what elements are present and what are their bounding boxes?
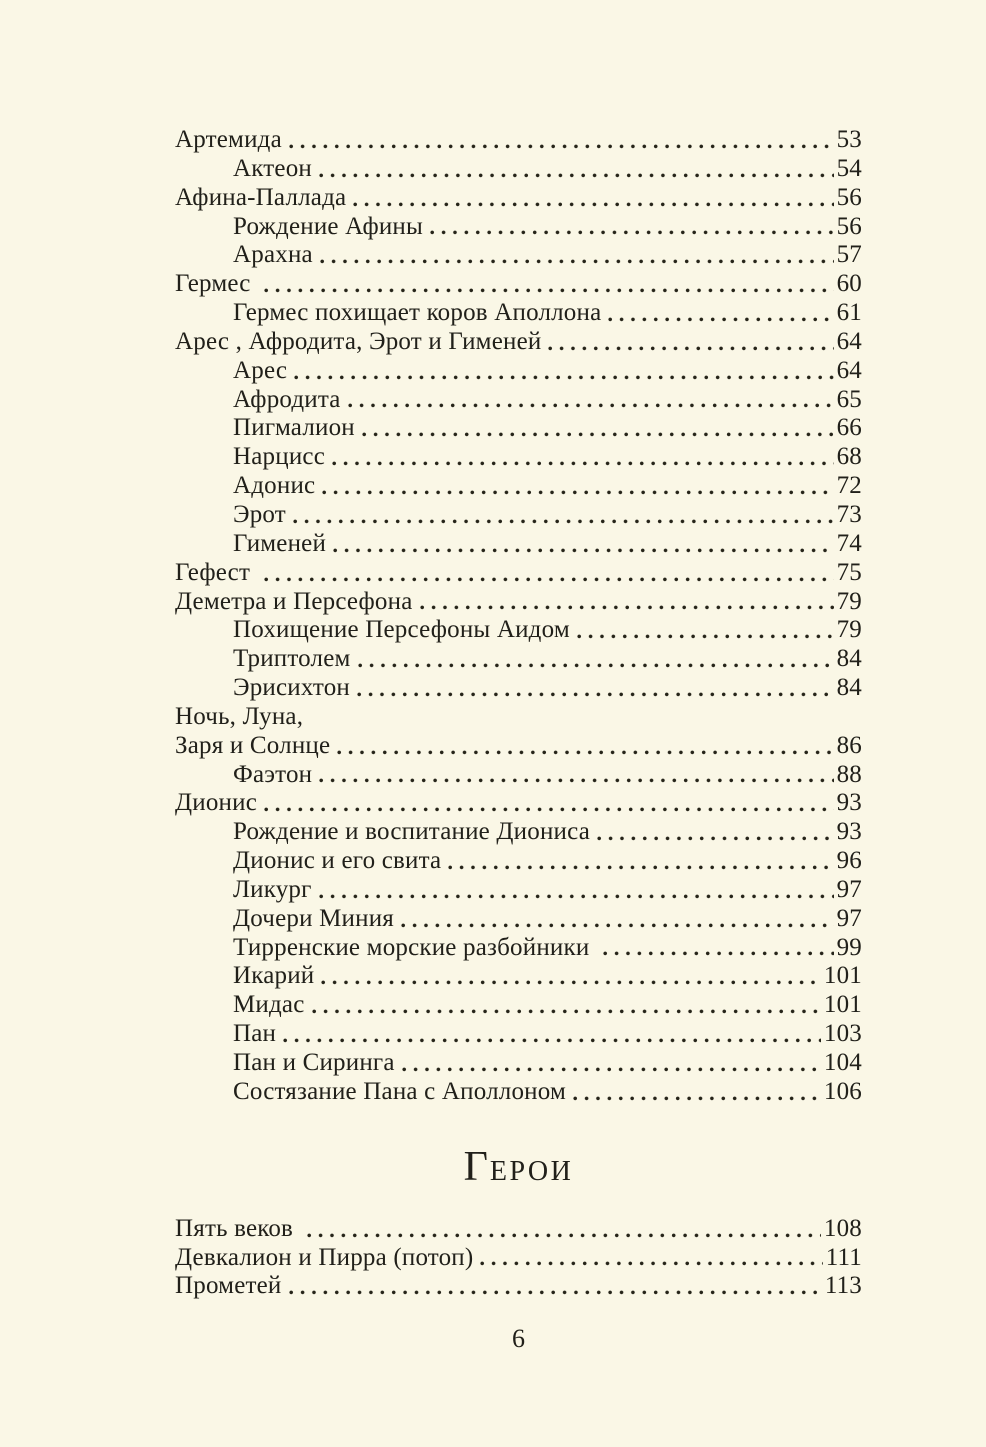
- dot-leader: [597, 836, 834, 841]
- toc-entry-page: 93: [836, 818, 862, 846]
- dot-leader: [312, 1009, 821, 1014]
- toc-list-heroes: [175, 1215, 862, 1302]
- toc-entry-title: Арахна: [233, 241, 313, 269]
- toc-entry-page: 101: [823, 962, 862, 990]
- toc-entry-page: 104: [823, 1049, 862, 1076]
- toc-entry-title: Дионис: [175, 789, 257, 817]
- toc-entry-title: Деметра и Персефона: [175, 587, 413, 615]
- toc-entry: [175, 1020, 862, 1049]
- dot-leader: [608, 317, 833, 322]
- dot-leader: [448, 865, 833, 870]
- toc-entry-title: Актеон: [233, 154, 312, 182]
- toc-entry-title: Пигмалион: [233, 414, 355, 442]
- dot-leader: [319, 894, 834, 899]
- toc-entry-title: Афродита: [233, 385, 341, 413]
- toc-entry-page: 106: [823, 1077, 862, 1105]
- toc-entry-title: Ночь, Луна,: [175, 702, 304, 730]
- toc-entry-title: Фаэтон: [233, 760, 313, 788]
- section-heading-rest: ЕРОИ: [489, 1155, 574, 1187]
- toc-entry: [175, 126, 862, 155]
- toc-entry: [175, 962, 862, 991]
- toc-entry: [175, 1078, 862, 1107]
- dot-leader: [358, 663, 834, 668]
- dot-leader: [603, 951, 834, 956]
- dot-leader: [353, 202, 833, 207]
- toc-entry: [175, 530, 862, 559]
- toc-entry-title: Эрот: [233, 500, 286, 528]
- toc-entry: [175, 270, 862, 299]
- toc-entry-page: 57: [836, 241, 862, 269]
- dot-leader: [362, 432, 834, 437]
- toc-entry: [175, 588, 862, 617]
- toc-entry-page: 84: [836, 674, 862, 702]
- toc-entry: [175, 1272, 862, 1301]
- toc-entry: [175, 472, 862, 501]
- dot-leader: [319, 173, 834, 178]
- toc-entry-title: Адонис: [233, 472, 316, 500]
- toc-entry-title: Состязание Пана с Аполлоном: [233, 1077, 566, 1105]
- toc-entry-page: 79: [836, 616, 862, 644]
- toc-entry-page: 99: [836, 933, 862, 961]
- toc-entry-page: 64: [836, 356, 862, 384]
- toc-entry-page: 93: [836, 789, 862, 817]
- toc-entry-title: Артемида: [175, 126, 282, 153]
- toc-entry: [175, 184, 862, 213]
- toc-entry-page: 101: [823, 991, 862, 1019]
- page-number: 6: [512, 1324, 525, 1354]
- toc-entry: [175, 645, 862, 674]
- toc-entry: [175, 934, 862, 963]
- dot-leader: [548, 346, 833, 351]
- toc-entry-title: Прометей: [175, 1272, 282, 1300]
- toc-entry: [175, 155, 862, 184]
- toc-entry: [175, 1049, 862, 1078]
- toc-entry-page: 68: [836, 443, 862, 471]
- toc-entry-title: Триптолем: [233, 645, 351, 673]
- dot-leader: [283, 1038, 821, 1043]
- toc-entry-page: 73: [836, 500, 862, 528]
- toc-entry-title: Заря и Солнце: [175, 731, 331, 759]
- toc-entry-title: Афина-Паллада: [175, 183, 347, 211]
- dot-leader: [264, 577, 834, 582]
- toc-entry: [175, 299, 862, 328]
- toc-entry: [175, 818, 862, 847]
- toc-entry-page: 97: [836, 875, 862, 903]
- toc-entry-title: Икарий: [233, 962, 315, 990]
- dot-leader: [289, 144, 834, 149]
- toc-entry-page: 88: [836, 760, 862, 788]
- toc-entry-page: 97: [836, 904, 862, 932]
- dot-leader: [264, 807, 834, 812]
- toc-entry: [175, 213, 862, 242]
- dot-leader: [348, 403, 834, 408]
- toc-entry-title: Арес , Афродита, Эрот и Гименей: [175, 327, 542, 355]
- toc-entry-title: Эрисихтон: [233, 674, 351, 702]
- toc-entry: [175, 674, 862, 703]
- dot-leader: [577, 634, 834, 639]
- toc-entry: [175, 559, 862, 588]
- toc-entry-page: 53: [836, 126, 862, 153]
- toc-entry-title: Ликург: [233, 875, 312, 903]
- toc-entry-title: Мидас: [233, 991, 305, 1019]
- toc-entry: [175, 501, 862, 530]
- dot-leader: [319, 778, 833, 783]
- dot-leader: [480, 1261, 822, 1266]
- toc-entry-page: 65: [836, 385, 862, 413]
- dot-leader: [401, 923, 834, 928]
- toc-entry-title: Пан и Сиринга: [233, 1049, 395, 1076]
- dot-leader: [357, 692, 834, 697]
- toc-entry-page: 74: [836, 529, 862, 557]
- toc-entry-title: Тирренские морские разбойники: [233, 933, 596, 961]
- toc-entry-title: Дочери Миния: [233, 904, 394, 932]
- toc-entry: [175, 847, 862, 876]
- toc-entry-page: 56: [836, 183, 862, 211]
- toc-entry: [175, 1215, 862, 1244]
- toc-entry: [175, 443, 862, 472]
- dot-leader: [430, 230, 834, 235]
- toc-entry-title: Гефест: [175, 558, 257, 586]
- toc-entry: [175, 1244, 862, 1273]
- toc-entry: [175, 241, 862, 270]
- toc-entry-page: 60: [836, 270, 862, 298]
- toc-entry: [175, 703, 862, 732]
- dot-leader: [264, 288, 834, 293]
- toc-entry: [175, 732, 862, 761]
- dot-leader: [333, 548, 834, 553]
- toc-entry-page: 64: [836, 327, 862, 355]
- dot-leader: [307, 1233, 821, 1238]
- toc-list-main: [175, 126, 862, 1107]
- toc-entry-page: 66: [836, 414, 862, 442]
- dot-leader: [402, 1067, 821, 1072]
- toc-entry: [175, 616, 862, 645]
- dot-leader: [289, 1290, 822, 1295]
- toc-entry-page: 79: [836, 587, 862, 615]
- section-heading: [175, 1145, 862, 1195]
- toc-entry-page: 86: [836, 731, 862, 759]
- dot-leader: [293, 519, 834, 524]
- toc-entry: [175, 414, 862, 443]
- toc-entry: [175, 357, 862, 386]
- toc-entry: [175, 905, 862, 934]
- dot-leader: [321, 980, 821, 985]
- section-heading-initial: Г: [463, 1143, 490, 1190]
- toc-entry-page: 75: [836, 558, 862, 586]
- toc-entry-title: Гименей: [233, 529, 327, 557]
- toc-entry: [175, 991, 862, 1020]
- toc-entry-title: Пан: [233, 1020, 277, 1048]
- toc-entry-title: Гермес: [175, 270, 258, 298]
- toc-entry-page: 113: [824, 1272, 862, 1300]
- toc-entry: [175, 876, 862, 905]
- dot-leader: [573, 1096, 821, 1101]
- dot-leader: [294, 375, 833, 380]
- toc-entry-title: Арес: [233, 356, 288, 384]
- dot-leader: [322, 490, 833, 495]
- dot-leader: [320, 259, 834, 264]
- toc-entry-page: 56: [836, 212, 862, 240]
- toc-entry-page: 108: [823, 1214, 862, 1242]
- toc-entry-title: Рождение и воспитание Диониса: [233, 818, 591, 846]
- dot-leader: [337, 750, 833, 755]
- toc-entry-title: Девкалион и Пирра (потоп): [175, 1243, 474, 1271]
- toc-entry: [175, 328, 862, 357]
- toc-entry-title: Похищение Персефоны Аидом: [233, 616, 570, 644]
- toc-entry-title: Дионис и его свита: [233, 847, 442, 875]
- toc-entry-page: 103: [823, 1020, 862, 1048]
- toc-entry: [175, 761, 862, 790]
- toc-entry: [175, 789, 862, 818]
- toc-entry-title: Гермес похищает коров Аполлона: [233, 299, 602, 327]
- toc-entry-page: 84: [836, 645, 862, 673]
- toc-entry-title: Пять веков: [175, 1214, 300, 1242]
- toc-entry-page: 96: [836, 847, 862, 875]
- toc-entry-page: 72: [836, 472, 862, 500]
- dot-leader: [332, 461, 834, 466]
- dot-leader: [420, 605, 834, 610]
- toc-entry-page: 111: [825, 1243, 862, 1271]
- toc-entry-title: Рождение Афины: [233, 212, 424, 240]
- toc-entry-title: Нарцисс: [233, 443, 326, 471]
- toc-entry-page: 61: [836, 299, 862, 327]
- toc-entry: [175, 386, 862, 415]
- toc-entry-page: 54: [836, 154, 862, 182]
